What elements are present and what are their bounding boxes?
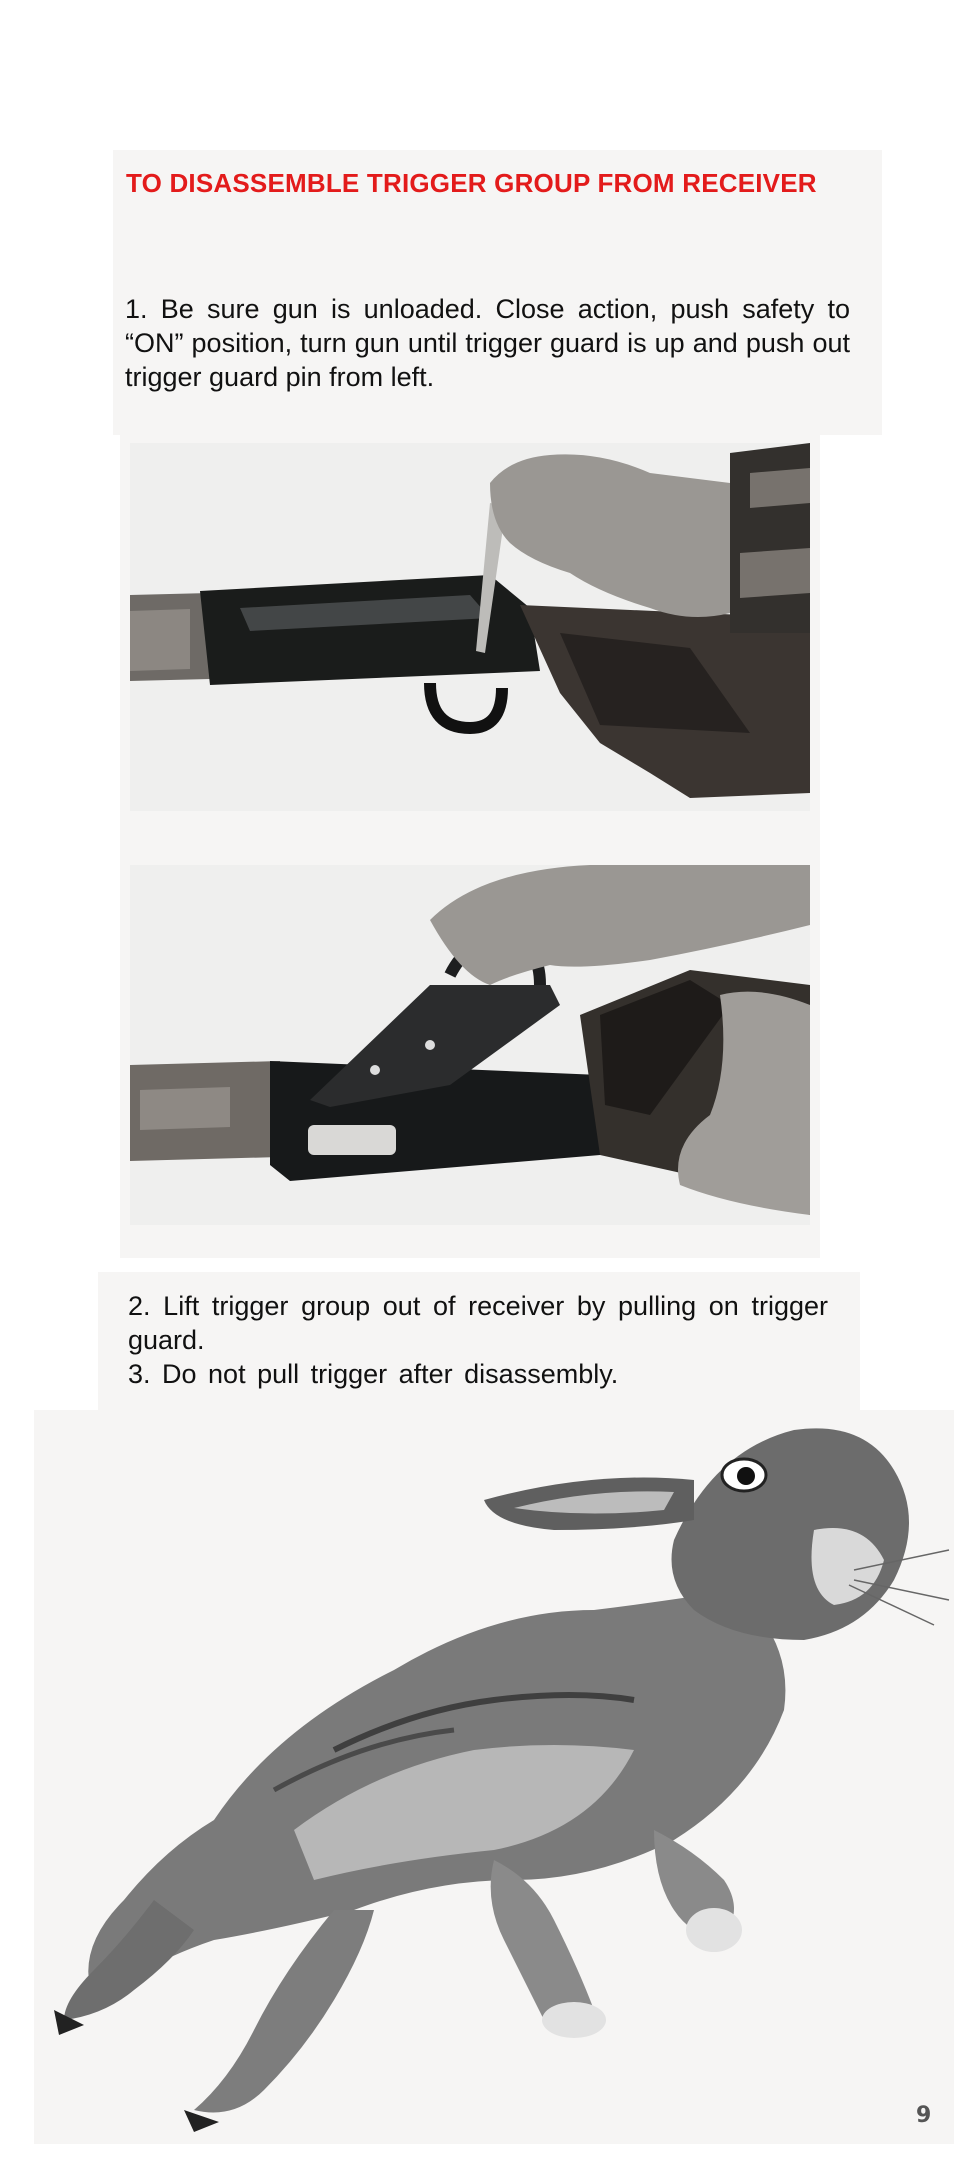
photo-panel [120, 435, 820, 1258]
instructions-steps-panel [98, 1272, 860, 1410]
shotgun-pin-photo-illustration [130, 443, 810, 811]
page-number: 9 [916, 2103, 932, 2128]
step-2-text: 2. Lift trigger group out of receiver by pulling on trigger guard. [128, 1291, 828, 1355]
section-title: TO DISASSEMBLE TRIGGER GROUP FROM RECEIVER [126, 168, 817, 198]
step-1-text: 1. Be sure gun is unloaded. Close action, push safety to “ON” position, turn gun until trigger guard is up and push out trigger guard pin from left. [125, 294, 850, 392]
step-3-text: 3. Do not pull trigger after disassembly. [128, 1359, 619, 1389]
rabbit-illustration [34, 1410, 954, 2144]
instructions-header-panel [113, 150, 882, 435]
photo-push-out-trigger-pin [130, 443, 810, 811]
shotgun-trigger-group-photo-illustration [130, 865, 810, 1225]
photo-lift-trigger-group [130, 865, 810, 1225]
rabbit-illustration-panel [34, 1410, 954, 2144]
